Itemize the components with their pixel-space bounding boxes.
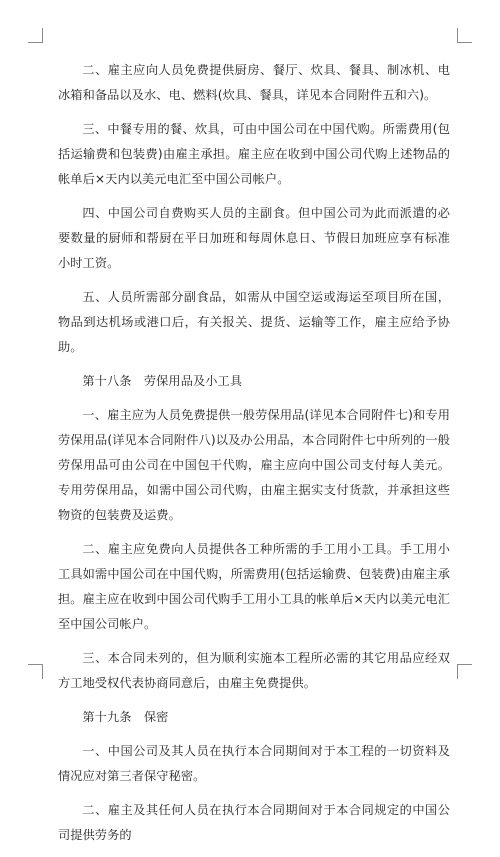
paragraph-protective-equipment: 一、雇主应为人员免费提供一般劳保用品(详见本合同附件七)和专用劳保用品(详见本合同附件八)以及办公用品，本合同附件七中所列的一般劳保用品可由公司在中国包干代购，雇主应向中国公司支付每人美元。专用劳保用品，如需中国公司代购，由雇主据实支付货款，并承担这些物资的包装费及运费。 bbox=[58, 408, 450, 522]
paragraph-confidentiality-employer: 二、雇主及其任何人员在执行本合同期间对于本合同规定的中国公司提供劳务的 bbox=[58, 803, 450, 842]
paragraph-kitchen-facilities: 二、雇主应向人员免费提供厨房、餐厅、炊具、餐具、制冰机、电冰箱和备品以及水、电、燃料(炊具、餐具，详见本合同附件五和六)。 bbox=[58, 63, 450, 102]
paragraph-confidentiality-company: 一、中国公司及其人员在执行本合同期间对于本工程的一切资料及情况应对第三者保守秘密。 bbox=[58, 744, 450, 783]
crop-mark-top-right bbox=[457, 28, 472, 43]
crop-mark-bottom-left bbox=[28, 664, 43, 679]
paragraph-chinese-cookware: 三、中餐专用的餐、炊具，可由中国公司在中国代购。所需费用(包括运输费和包装费)由雇主承担。雇主应在收到中国公司代购上述物品的帐单后×天内以美元电汇至中国公司帐户。 bbox=[58, 122, 450, 186]
crop-mark-top-left bbox=[28, 28, 43, 43]
paragraph-food-import: 五、人员所需部分副食品，如需从中国空运或海运至项目所在国，物品到达机场或港口后，有关报关、提货、运输等工作，雇主应给予协助。 bbox=[58, 290, 450, 354]
document-body bbox=[58, 58, 450, 857]
paragraph-hand-tools: 二、雇主应免费向人员提供各工种所需的手工用小工具。手工用小工具如需中国公司在中国代购，所需费用(包括运输费、包装费)由雇主承担。雇主应在收到中国公司代购手工用小工具的帐单后×天内以美元电汇至中国公司帐户。 bbox=[58, 542, 450, 631]
crop-mark-bottom-right bbox=[457, 664, 472, 679]
paragraph-other-supplies: 三、本合同未列的，但为顺利实施本工程所必需的其它用品应经双方工地受权代表协商同意后，由雇主免费提供。 bbox=[58, 651, 450, 690]
article-18-heading: 第十八条 劳保用品及小工具 bbox=[82, 374, 243, 388]
article-19-heading: 第十九条 保密 bbox=[82, 710, 169, 724]
paragraph-food-purchase: 四、中国公司自费购买人员的主副食。但中国公司为此而派遣的必要数量的厨师和帮厨在平日加班和每周休息日、节假日加班应享有标准小时工资。 bbox=[58, 206, 450, 270]
